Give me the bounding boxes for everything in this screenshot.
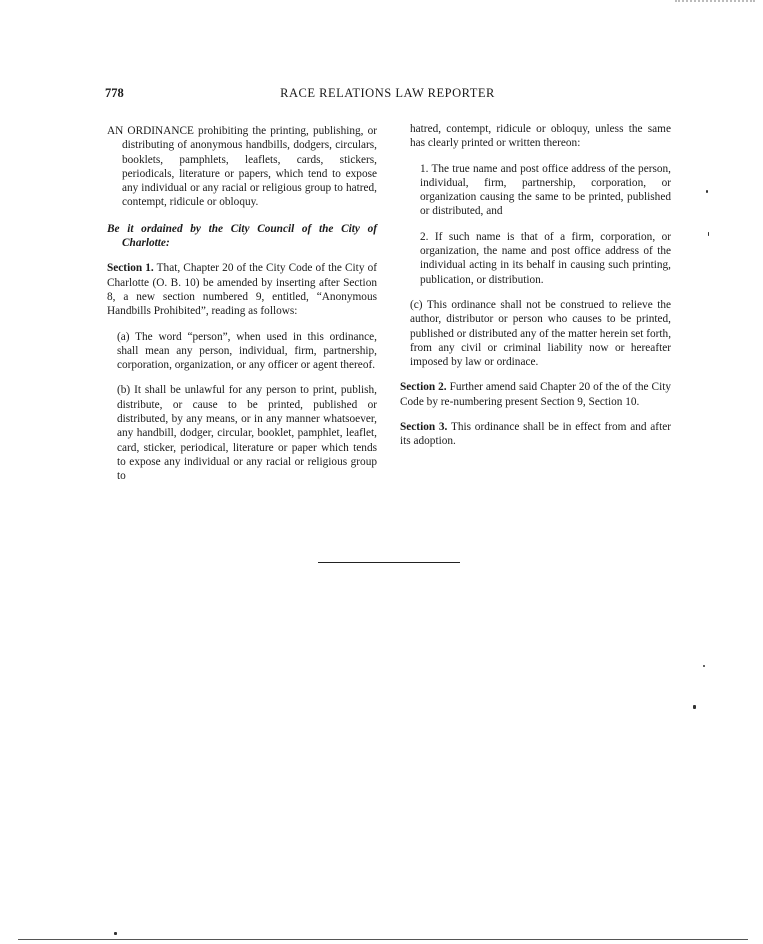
section-1-label: Section 1. — [107, 262, 154, 275]
scan-bottom-edge — [18, 939, 748, 940]
section-3-text: This ordinance shall be in effect from and after its adoption. — [400, 421, 671, 448]
page-number: 778 — [105, 86, 124, 100]
section-2-label: Section 2. — [400, 381, 447, 394]
scan-speck — [693, 705, 696, 709]
list-item-2: 2. If such name is that of a firm, corporation, or organization, the name and post office address of the individual acting in its behalf in causing such printing, publication, or distribution. — [420, 230, 671, 286]
section-2-text: Further amend said Chapter 20 of the of the City Code by re-numbering present Section 9, Section 10. — [400, 381, 671, 408]
page-header — [105, 86, 670, 104]
scan-speck — [114, 932, 117, 935]
section-1-text: That, Chapter 20 of the City Code of the City of Charlotte (O. B. 10) be amended by inserting after Section 8, a new section numbered 9, entitled, “Anonymous Handbills Prohibited”, reading as follows: — [107, 262, 377, 318]
paragraph-a: (a) The word “person”, when used in this ordinance, shall mean any person, individual, firm, partnership, corporation, organization, or any officer or agent thereof. — [117, 330, 377, 372]
paragraph-b: (b) It shall be unlawful for any person to print, publish, distribute, or cause to be printed, published or distributed, by any means, or in any manner whatsoever, any handbill, dodger, circular, booklet, pamphlet, leaflet, card, sticker, periodical, literature or paper which tends to expose any individual or any racial or religious group to — [117, 384, 377, 483]
scan-speck — [703, 665, 705, 667]
left-column — [107, 124, 377, 484]
right-column — [400, 122, 671, 449]
ordinance-title — [107, 124, 377, 210]
end-rule — [318, 562, 460, 563]
list-item-1: 1. The true name and post office address of the person, individual, firm, partnership, corporation, or organization causing the same to be printed, published or distributed, and — [420, 162, 671, 218]
ordinance-title-lead: AN ORDINANCE — [107, 125, 194, 137]
ordinance-title-text: prohibiting the printing, publishing, or distributing of anonymous handbills, dodgers, circulars, booklets, pamphlets, leaflets, cards, stickers, periodicals, literature or papers, which tend to expose any individual or any racial or religious group to hatred, contempt, ridicule or obloquy. — [122, 125, 377, 209]
section-3 — [400, 420, 671, 449]
scan-speck — [708, 232, 709, 236]
section-1 — [107, 261, 377, 318]
scan-edge-dots — [675, 0, 755, 2]
paragraph-c: (c) This ordinance shall not be construed to relieve the author, distributor or person who causes to be printed, published or distributed any of the matter herein set forth, from any civil or criminal liability now or hereafter imposed by law or ordinace. — [410, 298, 672, 369]
paragraph-b-continued: hatred, contempt, ridicule or obloquy, unless the same has clearly printed or written thereon: — [410, 123, 671, 150]
enacting-clause: Be it ordained by the City Council of the City of Charlotte: — [107, 222, 377, 250]
section-3-label: Section 3. — [400, 421, 448, 434]
section-2 — [400, 380, 671, 409]
scan-speck — [706, 190, 708, 193]
running-head: RACE RELATIONS LAW REPORTER — [280, 86, 495, 100]
